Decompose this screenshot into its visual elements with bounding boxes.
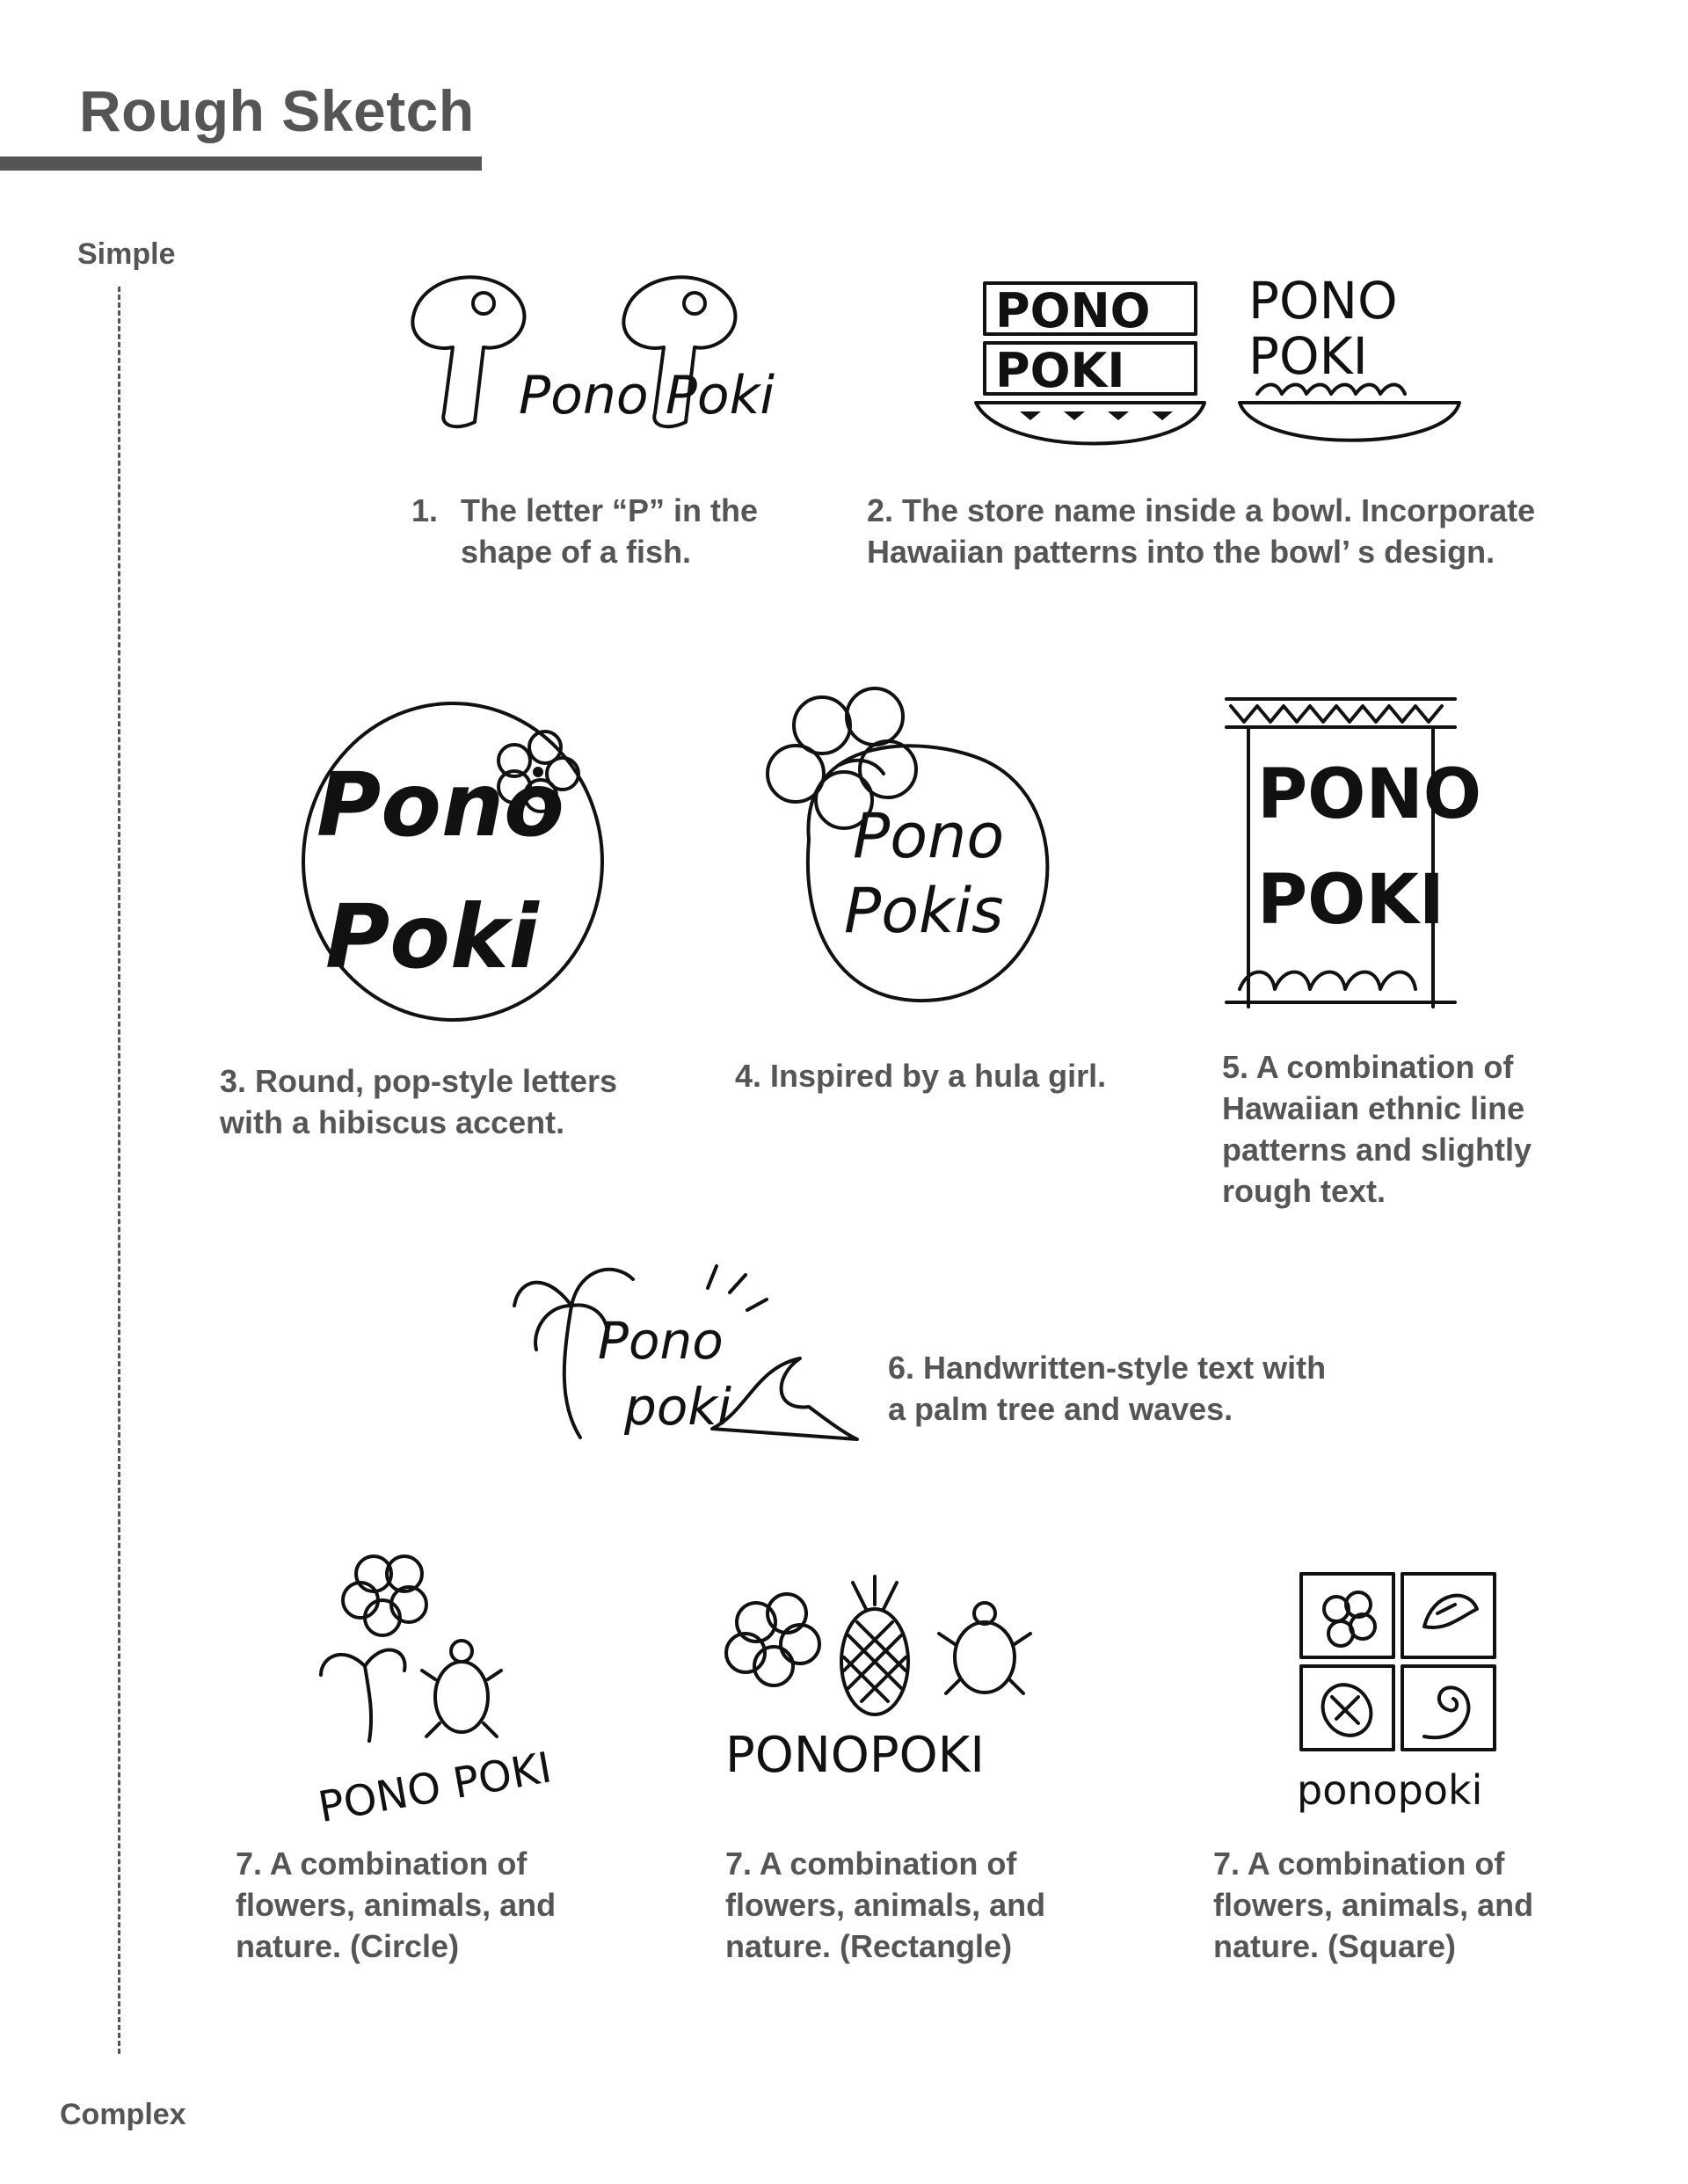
wave-icon [712, 1358, 857, 1439]
turtle-icon [1313, 1676, 1380, 1745]
svg-text:Pono: Pono [598, 1311, 724, 1371]
sketch-7-square-caption: 7. A combination of flowers, animals, and nature. (Square) [1213, 1845, 1534, 1964]
bowl-icon [976, 403, 1204, 444]
complexity-axis-line [118, 287, 120, 2054]
palm-tree-icon [321, 1649, 405, 1741]
svg-text:Poki: Poki [325, 885, 539, 988]
svg-text:POKI: POKI [1248, 326, 1368, 386]
sketch-7-square [1292, 1565, 1521, 1820]
svg-text:Pono: Pono [853, 800, 1005, 872]
svg-text:POKI: POKI [995, 343, 1125, 398]
sketch-6-palm [510, 1253, 862, 1446]
turtle-icon [422, 1641, 501, 1736]
sketch-7-circle-caption: 7. A combination of flowers, animals, and nature. (Circle) [236, 1845, 557, 1964]
sketch-5-ethnic-lines [1222, 690, 1482, 1016]
svg-text:PONO: PONO [1248, 271, 1398, 331]
axis-label-complex: Complex [60, 2098, 186, 2131]
fish-letter-icon [412, 277, 524, 426]
sketch-1-text: Pono Poki [519, 365, 775, 426]
sketch-7-circle [308, 1547, 563, 1833]
svg-text:ponopoki: ponopoki [1297, 1766, 1483, 1814]
sketch-6-caption: 6. Handwritten-style text with a palm tree and waves. [888, 1350, 1327, 1427]
pineapple-icon [841, 1576, 908, 1714]
sketch-2-caption: 2. The store name inside a bowl. Incorporate Hawaiian patterns into the bowl’ s design. [867, 492, 1536, 570]
hibiscus-icon [343, 1556, 426, 1635]
sketch-2-bowl [967, 264, 1477, 466]
turtle-icon [939, 1603, 1030, 1693]
svg-text:POKI: POKI [1257, 861, 1444, 940]
wave-icon [1424, 1687, 1468, 1737]
sketch-4-caption: 4. Inspired by a hula girl. [735, 1058, 1107, 1094]
sketch-3-pop-letters [290, 695, 615, 1029]
svg-text:Pokis: Pokis [844, 875, 1004, 947]
svg-text:Pono: Pono [316, 753, 564, 856]
sketch-3-caption: 3. Round, pop-style letters with a hibiscus accent. [220, 1063, 618, 1140]
wave-icon [1240, 972, 1415, 990]
sketch-1-fish-letter [396, 264, 818, 440]
svg-text:PONO POKI: PONO POKI [314, 1743, 556, 1833]
hibiscus-icon [726, 1594, 819, 1685]
axis-label-simple: Simple [77, 237, 176, 271]
sketch-1-number: 1. [411, 492, 439, 528]
hibiscus-icon [1324, 1592, 1375, 1646]
sketch-7-rectangle [721, 1574, 1046, 1794]
svg-text:poki: poki [624, 1377, 732, 1437]
svg-text:PONO: PONO [1257, 755, 1482, 834]
svg-text:PONO: PONO [995, 283, 1151, 339]
sketch-4-hula [747, 681, 1081, 1016]
sketch-7-rectangle-caption: 7. A combination of flowers, animals, and nature. (Rectangle) [725, 1845, 1046, 1964]
title-underline [0, 157, 482, 171]
sketch-1-caption: The letter “P” in the shape of a fish. [461, 492, 759, 570]
sketch-5-caption: 5. A combination of Hawaiian ethnic line patterns and slightly rough text. [1222, 1049, 1532, 1209]
page-title: Rough Sketch [79, 78, 475, 143]
svg-text:PONOPOKI: PONOPOKI [725, 1727, 985, 1784]
